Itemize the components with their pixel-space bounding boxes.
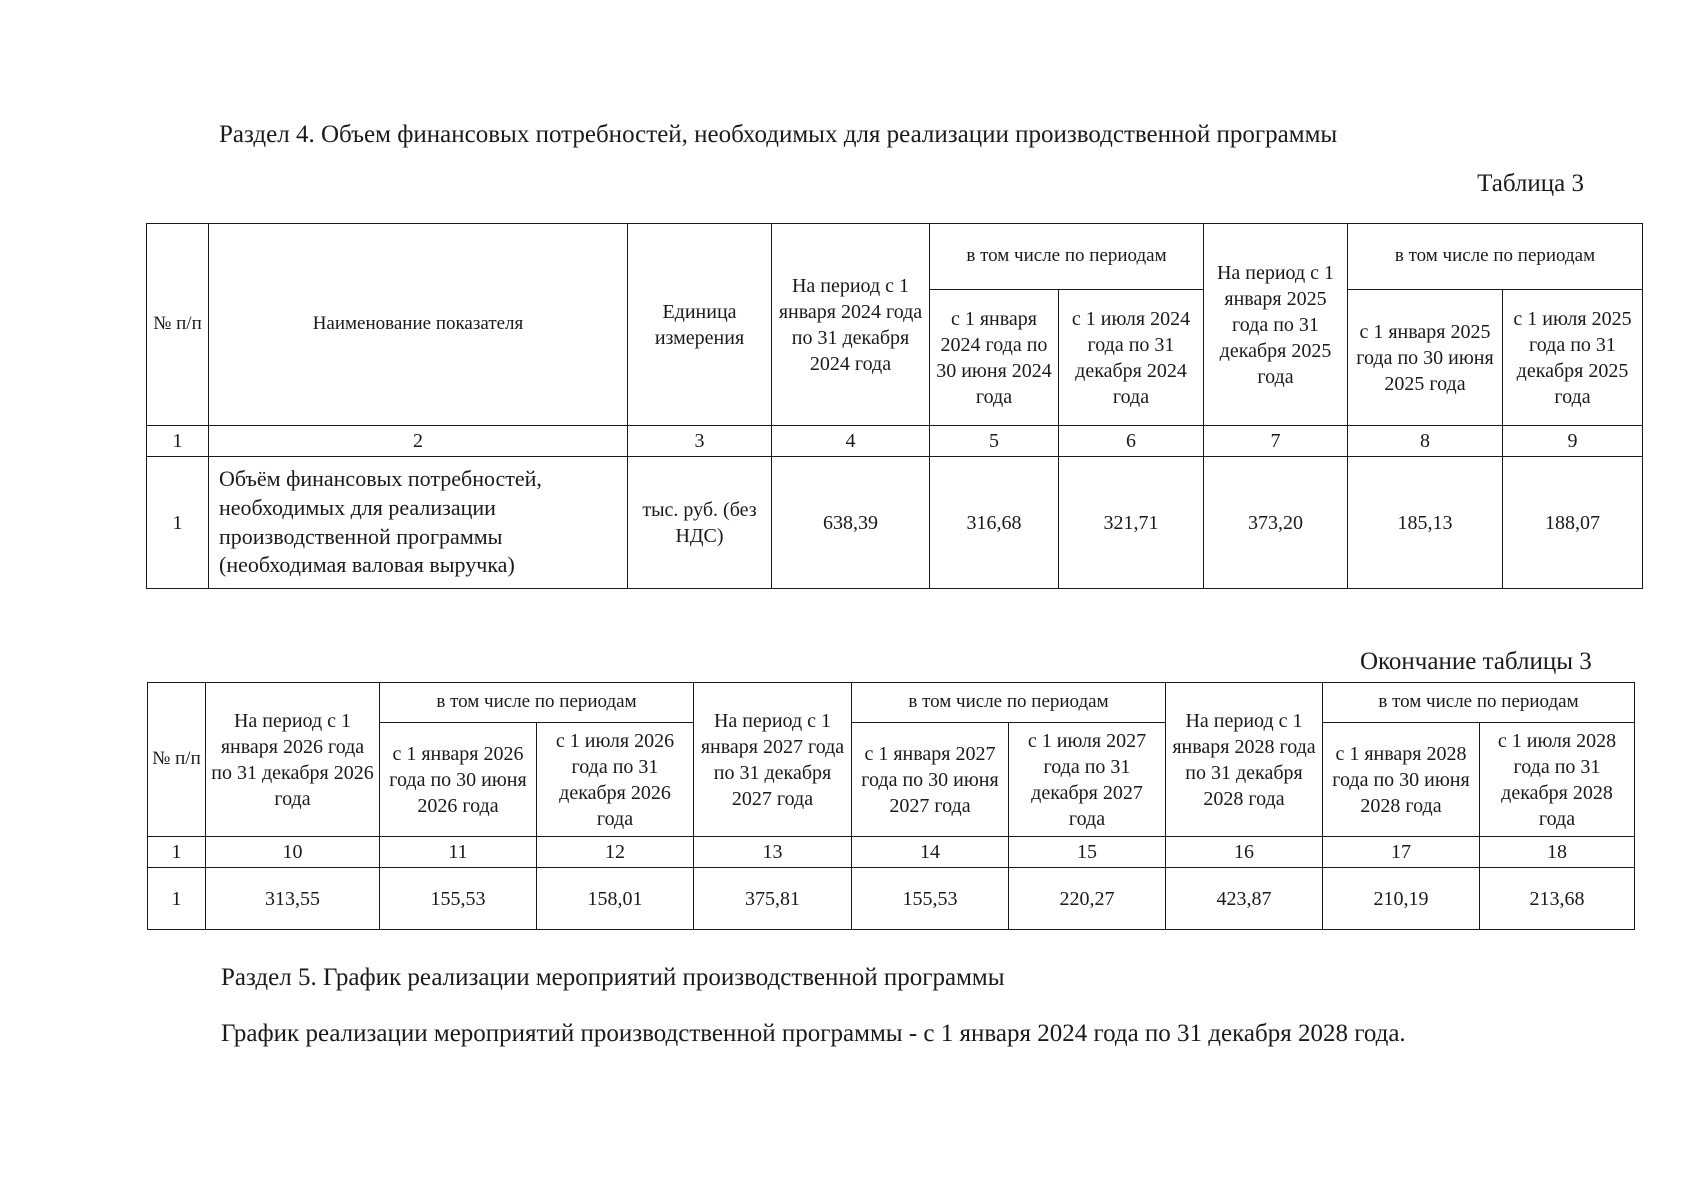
- header-period-2025: На период с 1 января 2025 года по 31 декабря 2025 года: [1204, 224, 1348, 426]
- value-period-2027: 375,81: [694, 868, 852, 930]
- row-num: 1: [148, 868, 206, 930]
- value-period-2028: 423,87: [1166, 868, 1323, 930]
- col-number: 8: [1348, 426, 1503, 457]
- header-h1-2027: с 1 января 2027 года по 30 июня 2027 года: [852, 723, 1009, 837]
- value-h1-2027: 155,53: [852, 868, 1009, 930]
- col-number: 17: [1323, 837, 1480, 868]
- col-number: 2: [209, 426, 628, 457]
- col-number: 13: [694, 837, 852, 868]
- col-number: 1: [147, 426, 209, 457]
- row-num: 1: [147, 457, 209, 589]
- header-indicator-name: Наименование показателя: [209, 224, 628, 426]
- header-subperiods-2026: в том числе по периодам: [380, 683, 694, 723]
- header-h1-2028: с 1 января 2028 года по 30 июня 2028 года: [1323, 723, 1480, 837]
- col-number: 15: [1009, 837, 1166, 868]
- col-number: 10: [206, 837, 380, 868]
- header-h2-2025: с 1 июля 2025 года по 31 декабря 2025 года: [1503, 290, 1643, 426]
- header-num: № п/п: [147, 224, 209, 426]
- value-h2-2025: 188,07: [1503, 457, 1643, 589]
- value-h1-2024: 316,68: [930, 457, 1059, 589]
- value-period-2025: 373,20: [1204, 457, 1348, 589]
- header-unit: Единица измерения: [628, 224, 772, 426]
- row-unit: тыс. руб. (без НДС): [628, 457, 772, 589]
- table-3-caption: Таблица 3: [1477, 170, 1584, 197]
- header-period-2026: На период с 1 января 2026 года по 31 декабря 2026 года: [206, 683, 380, 837]
- header-subperiods-2024: в том числе по периодам: [930, 224, 1204, 290]
- value-h1-2028: 210,19: [1323, 868, 1480, 930]
- header-period-2028: На период с 1 января 2028 года по 31 декабря 2028 года: [1166, 683, 1323, 837]
- value-h1-2026: 155,53: [380, 868, 537, 930]
- value-period-2024: 638,39: [772, 457, 930, 589]
- schedule-paragraph: График реализации мероприятий производственной программы - с 1 января 2024 года по 31 декабря 2028 года.: [221, 1020, 1406, 1047]
- table-3-end-caption: Окончание таблицы 3: [1360, 648, 1592, 675]
- value-h2-2027: 220,27: [1009, 868, 1166, 930]
- header-h2-2024: с 1 июля 2024 года по 31 декабря 2024 года: [1059, 290, 1204, 426]
- header-period-2024: На период с 1 января 2024 года по 31 декабря 2024 года: [772, 224, 930, 426]
- col-number: 16: [1166, 837, 1323, 868]
- value-h2-2024: 321,71: [1059, 457, 1204, 589]
- value-h2-2028: 213,68: [1480, 868, 1635, 930]
- col-number: 6: [1059, 426, 1204, 457]
- table-3-end: [147, 682, 1635, 930]
- value-h1-2025: 185,13: [1348, 457, 1503, 589]
- table-3: [146, 223, 1643, 589]
- col-number: 11: [380, 837, 537, 868]
- header-subperiods-2027: в том числе по периодам: [852, 683, 1166, 723]
- col-number: 9: [1503, 426, 1643, 457]
- header-h2-2026: с 1 июля 2026 года по 31 декабря 2026 года: [537, 723, 694, 837]
- section-5-title: Раздел 5. График реализации мероприятий производственной программы: [221, 964, 1005, 991]
- value-h2-2026: 158,01: [537, 868, 694, 930]
- header-num: № п/п: [148, 683, 206, 837]
- col-number: 7: [1204, 426, 1348, 457]
- header-h2-2028: с 1 июля 2028 года по 31 декабря 2028 года: [1480, 723, 1635, 837]
- header-subperiods-2028: в том числе по периодам: [1323, 683, 1635, 723]
- header-subperiods-2025: в том числе по периодам: [1348, 224, 1643, 290]
- header-h1-2025: с 1 января 2025 года по 30 июня 2025 года: [1348, 290, 1503, 426]
- header-h2-2027: с 1 июля 2027 года по 31 декабря 2027 года: [1009, 723, 1166, 837]
- col-number: 1: [148, 837, 206, 868]
- col-number: 18: [1480, 837, 1635, 868]
- col-number: 5: [930, 426, 1059, 457]
- col-number: 3: [628, 426, 772, 457]
- header-period-2027: На период с 1 января 2027 года по 31 декабря 2027 года: [694, 683, 852, 837]
- col-number: 4: [772, 426, 930, 457]
- col-number: 12: [537, 837, 694, 868]
- header-h1-2024: с 1 января 2024 года по 30 июня 2024 года: [930, 290, 1059, 426]
- value-period-2026: 313,55: [206, 868, 380, 930]
- row-indicator-name: Объём финансовых потребностей, необходимых для реализации производственной программы (необходимая валовая выручка): [209, 457, 628, 589]
- header-h1-2026: с 1 января 2026 года по 30 июня 2026 года: [380, 723, 537, 837]
- section-4-title: Раздел 4. Объем финансовых потребностей, необходимых для реализации производственной программы: [219, 121, 1338, 148]
- col-number: 14: [852, 837, 1009, 868]
